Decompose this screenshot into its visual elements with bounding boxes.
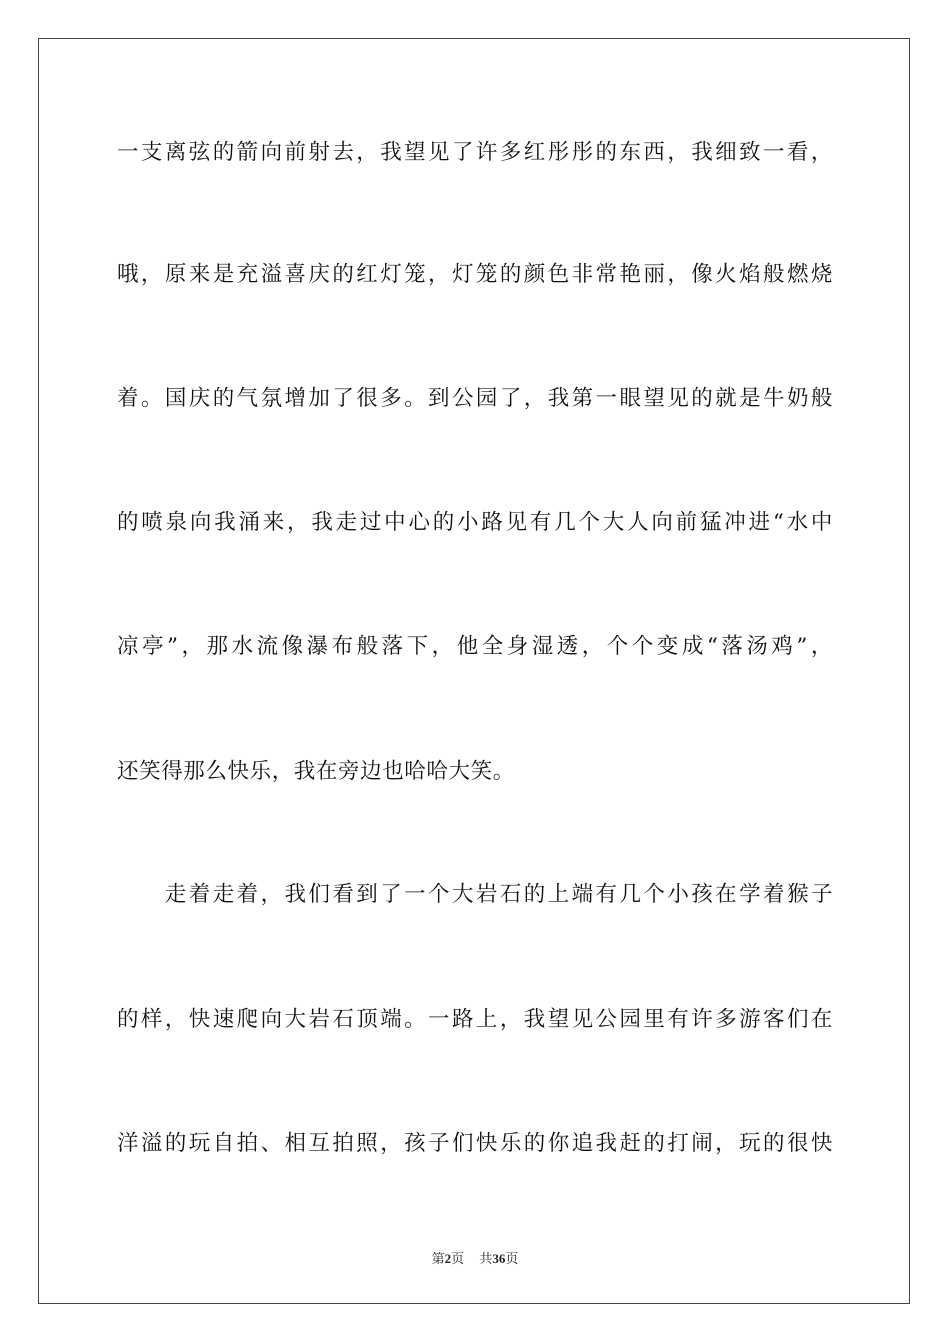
total-pages: 36: [492, 1251, 506, 1266]
text-line-2: 哦，原来是充溢喜庆的红灯笼，灯笼的颜色非常艳丽，像火焰般燃烧: [117, 262, 833, 287]
page-footer: [0, 1248, 950, 1267]
page-number: 2: [444, 1251, 452, 1266]
page-border: [38, 38, 910, 1304]
text-line-6: 还笑得那么快乐，我在旁边也哈哈大笑。: [117, 759, 515, 784]
total-pages-indicator: 共36页: [479, 1251, 519, 1266]
text-line-5: 凉亭”，那水流像瀑布般落下，他全身湿透，个个变成“落汤鸡”，: [117, 634, 833, 659]
text-line-1: 一支离弦的箭向前射去，我望见了许多红彤彤的东西，我细致一看，: [117, 140, 833, 165]
text-line-3: 着。国庆的气氛增加了很多。到公园了，我第一眼望见的就是牛奶般: [117, 386, 833, 411]
page-indicator: 第2页: [431, 1251, 465, 1266]
text-line-7: 走着走着，我们看到了一个大岩石的上端有几个小孩在学着猴子: [117, 882, 833, 907]
text-line-9: 洋溢的玩自拍、相互拍照，孩子们快乐的你追我赶的打闹，玩的很快: [117, 1131, 833, 1156]
text-line-4: 的喷泉向我涌来，我走过中心的小路见有几个大人向前猛冲进“水中: [117, 510, 833, 535]
text-line-8: 的样，快速爬向大岩石顶端。一路上，我望见公园里有许多游客们在: [117, 1007, 833, 1032]
